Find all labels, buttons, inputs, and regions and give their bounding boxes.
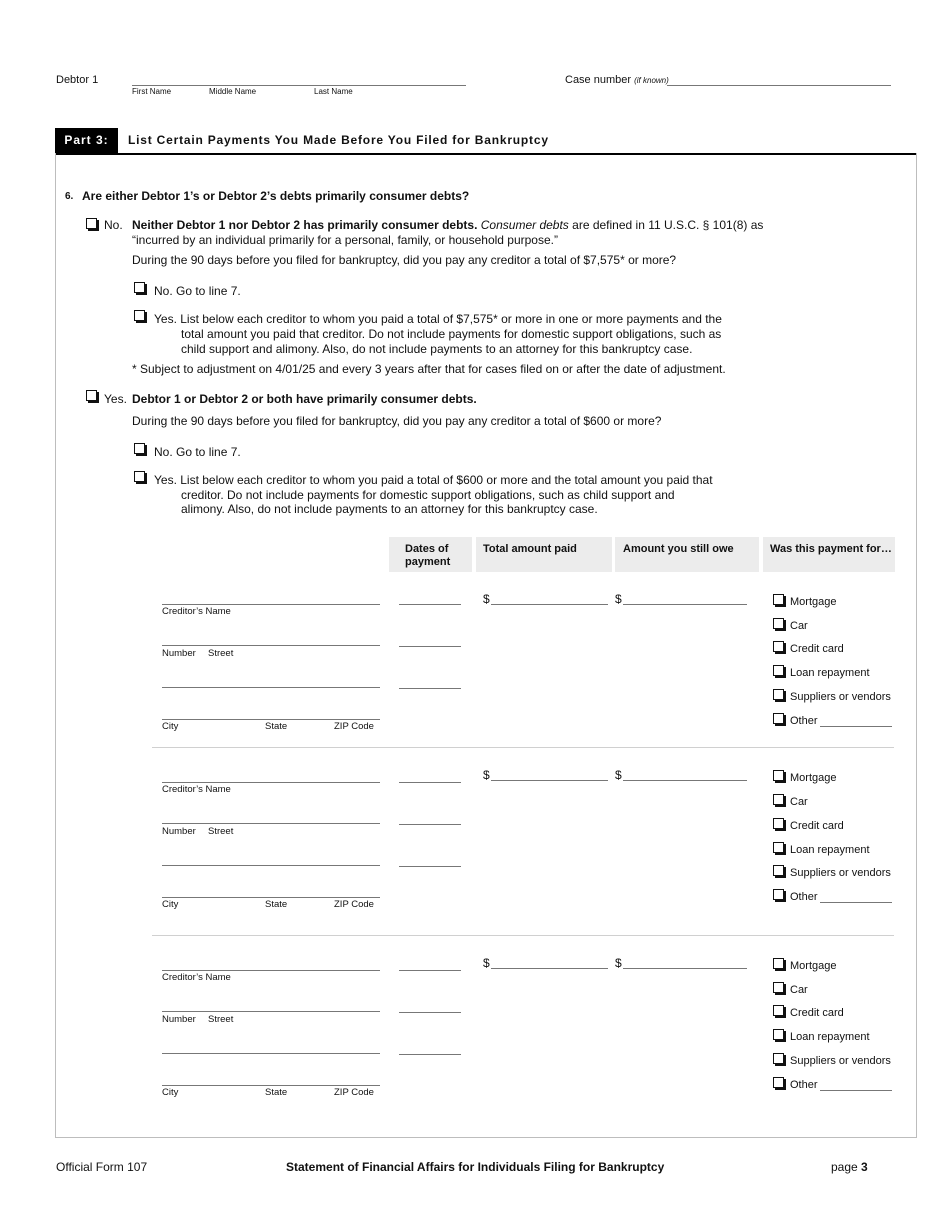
dollar-sign: $: [483, 768, 490, 782]
credit-card-label: Credit card: [790, 643, 844, 655]
number-label: Number: [162, 1014, 196, 1025]
case-number-label: Case number (if known): [565, 74, 669, 86]
amount-owed-field[interactable]: [623, 604, 747, 605]
mortgage-label: Mortgage: [790, 596, 837, 608]
mortgage-checkbox[interactable]: [773, 958, 784, 969]
payment-date-field[interactable]: [399, 782, 461, 783]
credit-card-checkbox[interactable]: [773, 1005, 784, 1016]
city-state-zip-field[interactable]: [162, 1085, 380, 1086]
dollar-sign: $: [615, 956, 622, 970]
city-label: City: [162, 721, 179, 732]
q6-no-text-line2: “incurred by an individual primarily for a personal, family, or household purpose.”: [132, 233, 558, 247]
city-label: City: [162, 899, 179, 910]
debtor-name-field[interactable]: [132, 85, 466, 86]
total-paid-field[interactable]: [491, 604, 608, 605]
other-label: Other: [790, 715, 818, 727]
mortgage-label: Mortgage: [790, 960, 837, 972]
zip-label: ZIP Code: [334, 899, 374, 910]
city-label: City: [162, 1087, 179, 1098]
q6-no-label: No.: [104, 218, 123, 232]
row-separator: [152, 935, 894, 936]
suppliers-vendors-checkbox[interactable]: [773, 689, 784, 700]
loan-repayment-label: Loan repayment: [790, 1031, 870, 1043]
part-badge: Part 3:: [55, 128, 118, 153]
q6-no-text: Neither Debtor 1 nor Debtor 2 has primarily consumer debts. Consumer debts are defined in 11 U.S.C. § 101(8) as: [132, 218, 764, 232]
street-field[interactable]: [162, 645, 380, 646]
q6-yes-sub-yes-line2: creditor. Do not include payments for domestic support obligations, such as child support and: [181, 488, 675, 502]
question-number: 6.: [65, 191, 74, 202]
address-line-field[interactable]: [162, 687, 380, 688]
zip-label: ZIP Code: [334, 721, 374, 732]
creditor-name-field[interactable]: [162, 604, 380, 605]
mortgage-label: Mortgage: [790, 772, 837, 784]
suppliers-vendors-label: Suppliers or vendors: [790, 1055, 891, 1067]
other-checkbox[interactable]: [773, 889, 784, 900]
q6-yes-question: During the 90 days before you filed for bankruptcy, did you pay any creditor a total of $600 or more?: [132, 414, 662, 428]
car-label: Car: [790, 620, 808, 632]
credit-card-checkbox[interactable]: [773, 818, 784, 829]
amount-owed-field[interactable]: [623, 780, 747, 781]
q6-no-sub-yes-line1: Yes. List below each creditor to whom you paid a total of $7,575* or more in one or more payments and the: [154, 312, 722, 326]
total-paid-field[interactable]: [491, 780, 608, 781]
street-field[interactable]: [162, 823, 380, 824]
q6-yes-bold: Debtor 1 or Debtor 2 or both have primarily consumer debts.: [132, 392, 477, 406]
street-label: Street: [208, 1014, 234, 1025]
last-name-label: Last Name: [314, 87, 353, 96]
question-text: Are either Debtor 1’s or Debtor 2’s debts primarily consumer debts?: [82, 189, 470, 203]
q6-no-sub-yes-line3: child support and alimony. Also, do not include payments to an attorney for this bankruptcy case.: [181, 342, 693, 356]
loan-repayment-checkbox[interactable]: [773, 665, 784, 676]
city-state-zip-field[interactable]: [162, 719, 380, 720]
suppliers-vendors-checkbox[interactable]: [773, 1053, 784, 1064]
q6-no-question: During the 90 days before you filed for bankruptcy, did you pay any creditor a total of $7,575* or more?: [132, 253, 677, 267]
payment-date-field[interactable]: [399, 866, 461, 867]
row-separator: [152, 747, 894, 748]
state-label: State: [265, 1087, 288, 1098]
col-header-total: Total amount paid: [476, 537, 612, 572]
number-label: Number: [162, 826, 196, 837]
middle-name-label: Middle Name: [209, 87, 257, 96]
dollar-sign: $: [483, 592, 490, 606]
q6-yes-sub-yes-line1: Yes. List below each creditor to whom you paid a total of $600 or more and the total amount you paid that: [154, 473, 713, 487]
state-label: State: [265, 721, 288, 732]
other-field[interactable]: [820, 902, 892, 903]
q6-yes-label: Yes.: [104, 392, 127, 406]
loan-repayment-checkbox[interactable]: [773, 842, 784, 853]
q6-yes-sub-no-label: No. Go to line 7.: [154, 445, 241, 459]
q6-no-sub-yes-line2: total amount you paid that creditor. Do not include payments for domestic support obligations, such as: [181, 327, 722, 341]
debtor-label: Debtor 1: [56, 74, 99, 86]
street-label: Street: [208, 826, 234, 837]
payment-date-field[interactable]: [399, 970, 461, 971]
payment-date-field[interactable]: [399, 1054, 461, 1055]
credit-card-label: Credit card: [790, 820, 844, 832]
other-label: Other: [790, 1079, 818, 1091]
mortgage-checkbox[interactable]: [773, 770, 784, 781]
payment-date-field[interactable]: [399, 646, 461, 647]
col-header-dates: Dates of payment: [389, 537, 472, 572]
dollar-sign: $: [615, 768, 622, 782]
car-checkbox[interactable]: [773, 618, 784, 629]
address-line-field[interactable]: [162, 1053, 380, 1054]
footer-form-number: Official Form 107: [56, 1160, 148, 1174]
suppliers-vendors-label: Suppliers or vendors: [790, 867, 891, 879]
mortgage-checkbox[interactable]: [773, 594, 784, 605]
other-field[interactable]: [820, 726, 892, 727]
dollar-sign: $: [615, 592, 622, 606]
loan-repayment-label: Loan repayment: [790, 667, 870, 679]
col-header-for: Was this payment for…: [763, 537, 895, 572]
other-checkbox[interactable]: [773, 713, 784, 724]
car-label: Car: [790, 796, 808, 808]
other-label: Other: [790, 891, 818, 903]
state-label: State: [265, 899, 288, 910]
car-label: Car: [790, 984, 808, 996]
city-state-zip-field[interactable]: [162, 897, 380, 898]
creditor-name-label: Creditor’s Name: [162, 606, 231, 617]
part-title: List Certain Payments You Made Before You Filed for Bankruptcy: [128, 133, 549, 147]
loan-repayment-label: Loan repayment: [790, 844, 870, 856]
case-number-field[interactable]: [667, 85, 891, 86]
footnote: * Subject to adjustment on 4/01/25 and every 3 years after that for cases filed on or after the date of adjustment.: [132, 362, 726, 376]
q6-no-sub-yes-checkbox[interactable]: [134, 310, 145, 321]
credit-card-checkbox[interactable]: [773, 641, 784, 652]
total-paid-field[interactable]: [491, 968, 608, 969]
payment-date-field[interactable]: [399, 824, 461, 825]
payment-date-field[interactable]: [399, 604, 461, 605]
q6-yes-checkbox[interactable]: [86, 390, 97, 401]
suppliers-vendors-label: Suppliers or vendors: [790, 691, 891, 703]
address-line-field[interactable]: [162, 865, 380, 866]
q6-yes-sub-yes-line3: alimony. Also, do not include payments to an attorney for this bankruptcy case.: [181, 502, 598, 516]
q6-yes-sub-no-checkbox[interactable]: [134, 443, 145, 454]
col-header-owe: Amount you still owe: [615, 537, 759, 572]
number-label: Number: [162, 648, 196, 659]
street-label: Street: [208, 648, 234, 659]
payment-date-field[interactable]: [399, 688, 461, 689]
q6-no-sub-no-checkbox[interactable]: [134, 282, 145, 293]
credit-card-label: Credit card: [790, 1007, 844, 1019]
creditor-name-field[interactable]: [162, 970, 380, 971]
creditor-name-label: Creditor’s Name: [162, 972, 231, 983]
loan-repayment-checkbox[interactable]: [773, 1029, 784, 1040]
footer-form-title: Statement of Financial Affairs for Individuals Filing for Bankruptcy: [286, 1160, 665, 1174]
payment-date-field[interactable]: [399, 1012, 461, 1013]
creditor-name-field[interactable]: [162, 782, 380, 783]
car-checkbox[interactable]: [773, 794, 784, 805]
creditor-name-label: Creditor’s Name: [162, 784, 231, 795]
first-name-label: First Name: [132, 87, 172, 96]
dollar-sign: $: [483, 956, 490, 970]
q6-yes-sub-yes-checkbox[interactable]: [134, 471, 145, 482]
q6-no-sub-no-label: No. Go to line 7.: [154, 284, 241, 298]
street-field[interactable]: [162, 1011, 380, 1012]
car-checkbox[interactable]: [773, 982, 784, 993]
suppliers-vendors-checkbox[interactable]: [773, 865, 784, 876]
amount-owed-field[interactable]: [623, 968, 747, 969]
footer-page: page 3: [831, 1160, 868, 1174]
other-checkbox[interactable]: [773, 1077, 784, 1088]
zip-label: ZIP Code: [334, 1087, 374, 1098]
q6-no-checkbox[interactable]: [86, 218, 97, 229]
other-field[interactable]: [820, 1090, 892, 1091]
